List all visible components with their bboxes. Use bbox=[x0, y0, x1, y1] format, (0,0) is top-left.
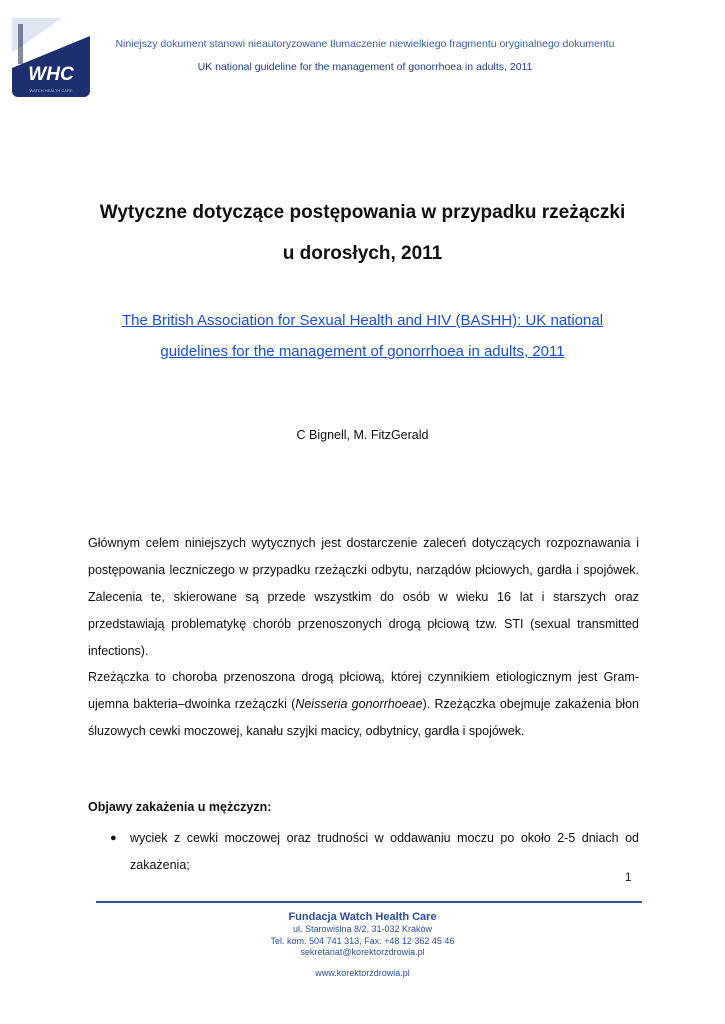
source-title-header: UK national guideline for the management of gonorrhoea in adults, 2011 bbox=[197, 61, 533, 73]
document-title-line2: u dorosłych, 2011 bbox=[282, 243, 443, 264]
logo-subtext: WATCH HEALTH CARE bbox=[29, 88, 73, 93]
authors: C Bignell, M. FitzGerald bbox=[296, 428, 429, 442]
footer-address: ul. Starowiślna 8/2, 31-032 Kraków bbox=[292, 924, 433, 934]
footer-org: Fundacja Watch Health Care bbox=[288, 911, 437, 923]
page-number: 1 bbox=[625, 872, 632, 884]
species-name: Neisseria gonorrhoeae bbox=[295, 697, 423, 711]
bullet-icon: ● bbox=[110, 832, 117, 844]
translation-notice: Niniejszy dokument stanowi nieautoryzowane tłumaczenie niewielkiego fragmentu oryginalnego dokumentu bbox=[115, 38, 615, 50]
paragraph-text: Głównym celem niniejszych wytycznych jest dostarczenie zaleceń dotyczących rozpoznawania i postępowania leczniczego w przypadku rzeżączki odbytu, narządów płciowych, gardła i spojówek. Zalecenia te, skierowane są przede wszystkim do osób w wieku 16 lat i starszych oraz przedstawiają problematykę chorób przenoszonych drogą płciową tzw. STI (sexual transmitted infections). bbox=[88, 536, 639, 658]
intro-paragraph bbox=[88, 530, 639, 665]
list-item bbox=[88, 825, 639, 879]
source-link-line1[interactable]: The British Association for Sexual Health and HIV (BASHH): UK national bbox=[121, 312, 604, 329]
paragraph-text-a: Rzeżączka to choroba przenoszona drogą płciową, której czynnikiem etiologicznym jest Gram-ujemna bakteria–dwoinka rzeżączki ( bbox=[88, 670, 639, 711]
paragraph-text-b: ). Rzeżączka obejmuje zakażenia błon śluzowych cewki moczowej, kanału szyjki macicy, odbytnicy, gardła i spojówek. bbox=[88, 697, 639, 738]
footer-email[interactable]: sekretariat@korektorzdrowia.pl bbox=[300, 947, 425, 957]
source-link-line2[interactable]: guidelines for the management of gonorrhoea in adults, 2011 bbox=[160, 343, 565, 360]
logo-text: WHC bbox=[28, 64, 74, 85]
watch-health-care-logo bbox=[12, 18, 90, 97]
definition-paragraph bbox=[88, 664, 639, 745]
footer-website[interactable]: www.korektorzdrowia.pl bbox=[315, 967, 410, 978]
footer-phone: Tel. kom. 504 741 313, Fax. +48 12 362 45 46 bbox=[270, 935, 455, 946]
document-title-line1: Wytyczne dotyczące postępowania w przypadku rzeżączki bbox=[99, 202, 626, 223]
footer bbox=[160, 910, 565, 979]
list-item-text: wyciek z cewki moczowej oraz trudności w oddawaniu moczu po około 2-5 dniach od zakażenia; bbox=[130, 831, 639, 872]
section-heading: Objawy zakażenia u mężczyzn: bbox=[88, 800, 272, 814]
footer-divider bbox=[96, 901, 642, 903]
